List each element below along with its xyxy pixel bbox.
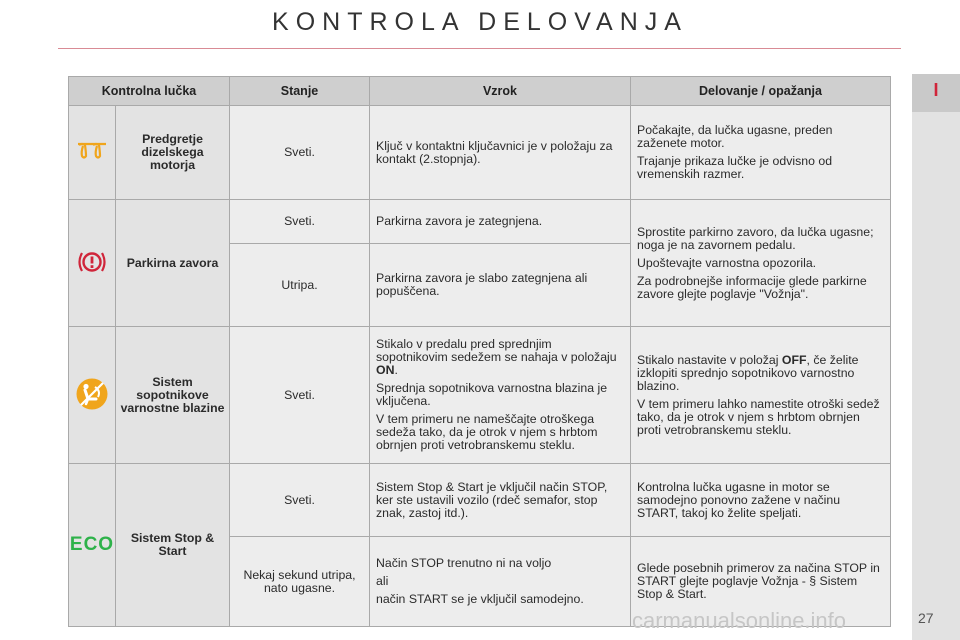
header-action: Delovanje / opažanja bbox=[631, 77, 891, 106]
cause-text: Stikalo v predalu pred sprednjim sopotnikovim sedežem se nahaja v položaju ON. bbox=[376, 337, 617, 377]
title-divider bbox=[58, 48, 901, 49]
light-name: Sistem sopotnikove varnostne blazine bbox=[116, 327, 230, 464]
eco-icon-label: ECO bbox=[69, 533, 115, 555]
cause-text: ali bbox=[376, 574, 389, 588]
passenger-airbag-icon bbox=[69, 327, 116, 464]
action-text: V tem primeru lahko namestite otroški sedež tako, da je otrok v njem s hrbtom obrnjen proti vetrobranskemu steklu. bbox=[637, 396, 880, 437]
state-cell: Sveti. bbox=[230, 200, 370, 244]
action-cell bbox=[631, 464, 891, 537]
light-name: Parkirna zavora bbox=[116, 200, 230, 327]
action-text: Počakajte, da lučka ugasne, preden zaženete motor. bbox=[637, 123, 833, 150]
section-tab[interactable] bbox=[912, 74, 960, 112]
cause-text: Ključ v kontaktni ključavnici je v položaju za kontakt (2.stopnja). bbox=[376, 138, 613, 166]
cause-cell bbox=[370, 106, 631, 200]
cause-text: V tem primeru ne nameščajte otroškega sedeža tako, da je otrok v njem s hrbtom obrnjen proti vetrobranskemu steklu. bbox=[376, 412, 598, 452]
cause-cell bbox=[370, 537, 631, 627]
cause-text: način START se je vključil samodejno. bbox=[376, 592, 584, 606]
state-cell: Utripa. bbox=[230, 244, 370, 327]
table-row bbox=[69, 464, 891, 537]
action-cell bbox=[631, 200, 891, 327]
warning-lights-table bbox=[68, 76, 891, 627]
state-cell: Nekaj sekund utripa, nato ugasne. bbox=[230, 537, 370, 627]
header-state: Stanje bbox=[230, 77, 370, 106]
light-name: Sistem Stop & Start bbox=[116, 464, 230, 627]
action-text: Glede posebnih primerov za načina STOP in START glejte poglavje Vožnja - § Sistem Stop & Start. bbox=[637, 561, 880, 601]
cause-text: Sistem Stop & Start je vključil način STOP, ker ste ustavili vozilo (rdeč semafor, stop znak, zastoj itd.). bbox=[376, 479, 608, 520]
section-sidebar bbox=[912, 112, 960, 640]
cause-cell bbox=[370, 464, 631, 537]
state-cell: Sveti. bbox=[230, 106, 370, 200]
section-tab-label: I bbox=[933, 80, 939, 100]
eco-icon bbox=[69, 464, 116, 627]
action-text: Upoštevajte varnostna opozorila. bbox=[637, 255, 817, 270]
state-cell: Sveti. bbox=[230, 327, 370, 464]
table-row bbox=[69, 106, 891, 200]
light-name: Predgretje dizelskega motorja bbox=[116, 106, 230, 200]
watermark: carmanualsonline.info bbox=[632, 608, 847, 633]
glow-plug-icon bbox=[69, 106, 116, 200]
action-cell bbox=[631, 106, 891, 200]
action-text: Sprostite parkirno zavoro, da lučka ugasne; noga je na zavornem pedalu. bbox=[637, 224, 874, 252]
cause-text: Parkirna zavora je slabo zategnjena ali popuščena. bbox=[376, 271, 588, 298]
page-number: 27 bbox=[918, 610, 934, 626]
action-cell bbox=[631, 327, 891, 464]
state-cell: Sveti. bbox=[230, 464, 370, 537]
action-text: Kontrolna lučka ugasne in motor se samodejno ponovno zažene v načinu START, takoj ko želite speljati. bbox=[637, 479, 841, 520]
page-title: KONTROLA DELOVANJA bbox=[272, 8, 688, 36]
header-warning-light: Kontrolna lučka bbox=[69, 77, 230, 106]
table-header-row bbox=[69, 77, 891, 106]
action-text: Trajanje prikaza lučke je odvisno od vremenskih razmer. bbox=[637, 154, 833, 181]
table-row bbox=[69, 200, 891, 244]
cause-cell bbox=[370, 200, 631, 244]
action-text: Stikalo nastavite v položaj OFF, če želite izklopiti sprednjo sopotnikovo varnostno blazino. bbox=[637, 352, 859, 393]
cause-text: Sprednja sopotnikova varnostna blazina je vključena. bbox=[376, 381, 608, 408]
cause-cell bbox=[370, 244, 631, 327]
header-cause: Vzrok bbox=[370, 77, 631, 106]
action-text: Za podrobnejše informacije glede parkirne zavore glejte poglavje "Vožnja". bbox=[637, 273, 867, 301]
cause-cell bbox=[370, 327, 631, 464]
cause-text: Parkirna zavora je zategnjena. bbox=[376, 214, 543, 228]
parking-brake-icon bbox=[69, 200, 116, 327]
table-row bbox=[69, 327, 891, 464]
cause-text: Način STOP trenutno ni na voljo bbox=[376, 556, 552, 570]
